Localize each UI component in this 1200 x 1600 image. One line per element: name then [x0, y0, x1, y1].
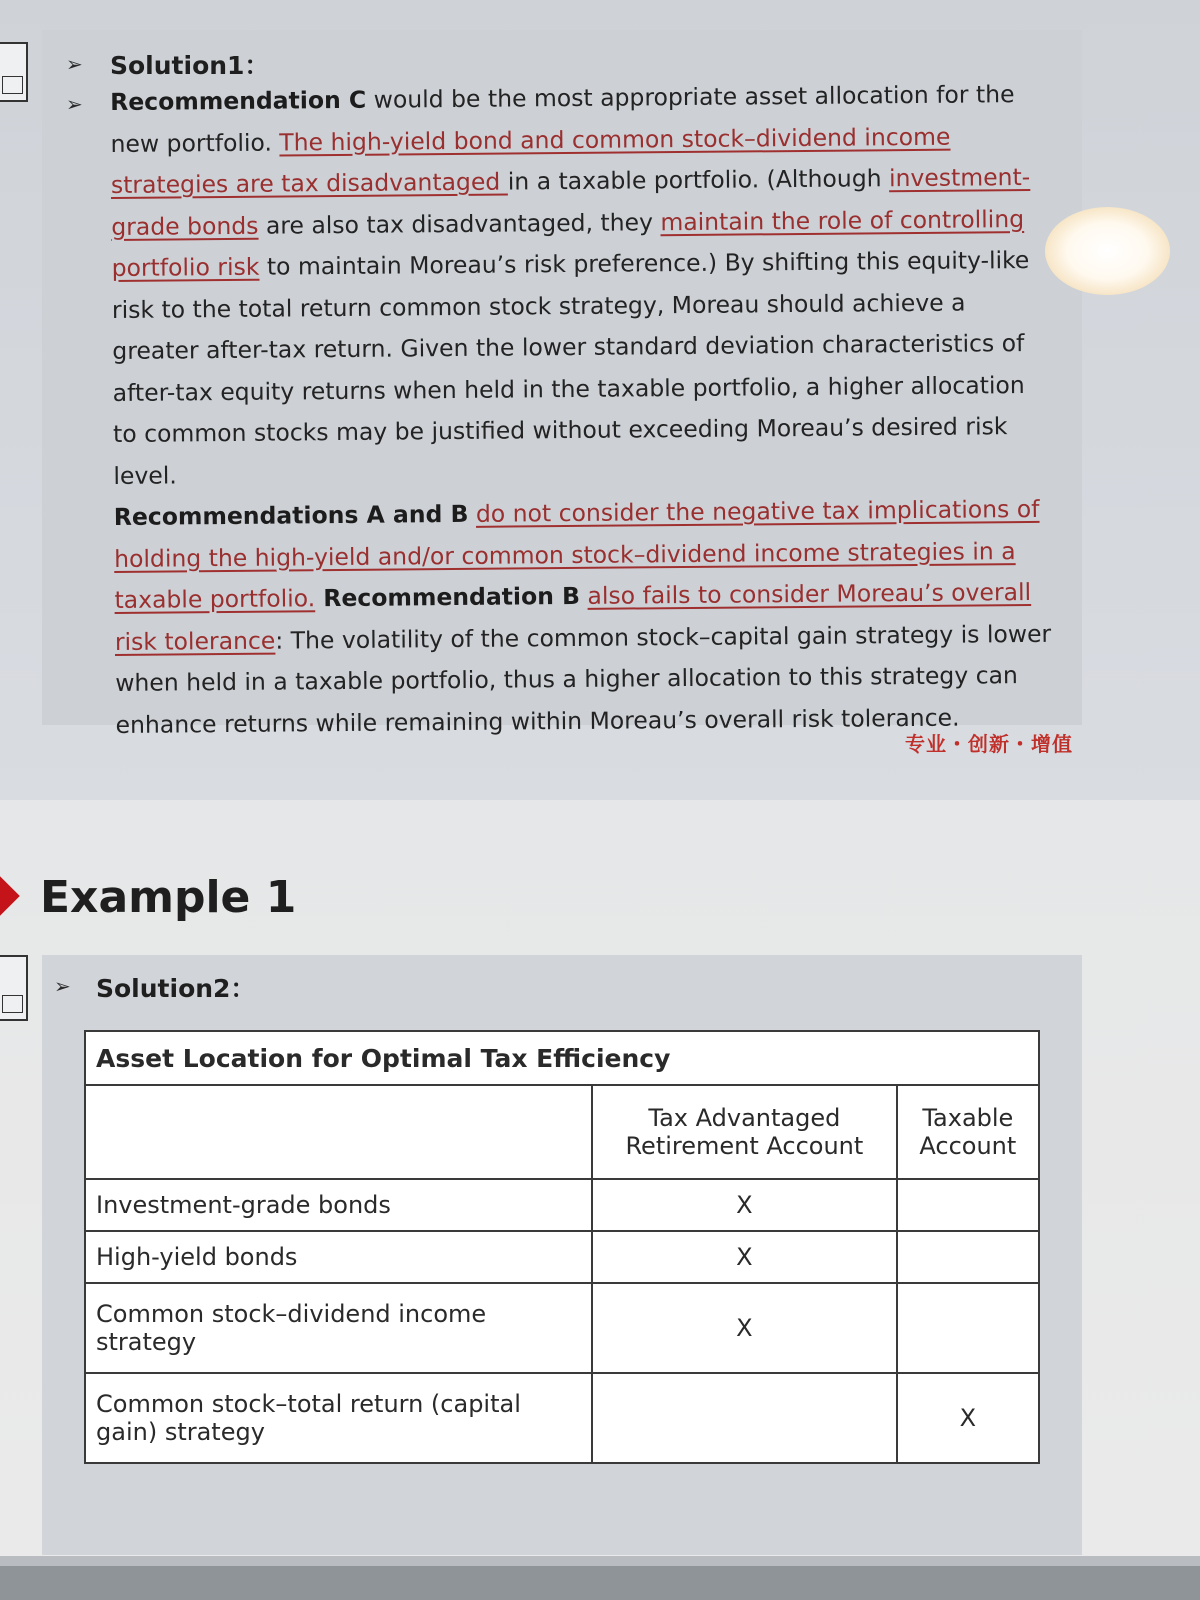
underlined-phrase: The high-yield bond and common stock–dividend income strategies are tax disadvantaged: [110, 122, 951, 199]
table-cell: [897, 1179, 1039, 1231]
table-cell: X: [592, 1283, 897, 1373]
table-cell: Common stock–total return (capital gain) strategy: [85, 1373, 592, 1463]
table-cell: [592, 1373, 897, 1463]
table-header-cell: [85, 1085, 592, 1179]
table-header-row: [85, 1085, 1039, 1179]
table-caption-row: [85, 1031, 1039, 1085]
table-row: [85, 1373, 1039, 1463]
underlined-phrase: investment-grade bonds: [111, 162, 1031, 241]
arrowhead-bullet-icon: ➢: [54, 974, 71, 998]
text-run: would be the most appropriate asset allocation for the new portfolio.: [110, 80, 1015, 158]
recommendation-b-label: Recommendation B: [315, 581, 581, 613]
table-row: [85, 1283, 1039, 1373]
table-cell: Common stock–dividend income strategy: [85, 1283, 592, 1373]
table-header-cell: Tax Advantaged Retirement Account: [592, 1085, 897, 1179]
asset-location-table: [84, 1030, 1040, 1464]
table-cell: [897, 1283, 1039, 1373]
solution1-text: [110, 74, 1056, 746]
underlined-phrase: do not consider the negative tax implications of holding the high-yield and/or common stock–dividend income strategies in a taxable portfolio.: [114, 494, 1040, 614]
table-cell: Investment-grade bonds: [85, 1179, 592, 1231]
table-caption: Asset Location for Optimal Tax Efficiency: [85, 1031, 1039, 1085]
slide-thumbnail-icon[interactable]: [0, 955, 28, 1021]
text-run: to maintain Moreau’s risk preference.) By shifting this equity-like risk to the total return common stock strategy, Moreau should achieve a greater after-tax return. Given the lower standard deviation characteristics of after-tax equity returns when held in the taxable portfolio, a higher allocation to common stocks may be justified without exceeding Moreau’s desired risk level.: [111, 245, 1030, 490]
bottom-toolbar: [0, 1556, 1200, 1600]
slide-tagline: 专业・创新・增值: [905, 732, 1073, 756]
arrowhead-bullet-icon: ➢: [66, 52, 83, 76]
text-run: are also tax disadvantaged, they: [258, 207, 661, 240]
slide-thumbnail-icon[interactable]: [0, 42, 28, 102]
solution1-panel: [42, 30, 1082, 739]
table-cell: X: [592, 1179, 897, 1231]
underlined-phrase: maintain the role of controlling portfolio risk: [111, 204, 1025, 282]
example-title: Example 1: [40, 872, 297, 923]
table-row: [85, 1179, 1039, 1231]
solution1-title: Solution1：: [110, 51, 270, 80]
arrowhead-bullet-icon: ➢: [66, 92, 83, 116]
text-run: : The volatility of the common stock–capital gain strategy is lower when held in a taxable portfolio, thus a higher allocation to this strategy can enhance returns while remaining within Moreau’s overall risk tolerance.: [115, 619, 1052, 739]
recommendations-ab-label: Recommendations A and B: [113, 499, 469, 531]
underlined-phrase: also fails to consider Moreau’s overall risk tolerance: [114, 577, 1032, 656]
text-run: in a taxable portfolio. (Although: [507, 164, 890, 196]
table-header-cell: Taxable Account: [897, 1085, 1039, 1179]
recommendation-c-label: Recommendation C: [110, 85, 367, 116]
table-cell: [897, 1231, 1039, 1283]
solution2-title: Solution2：: [96, 974, 256, 1003]
table-cell: High-yield bonds: [85, 1231, 592, 1283]
table-row: [85, 1231, 1039, 1283]
table-cell: X: [592, 1231, 897, 1283]
table-cell: X: [897, 1373, 1039, 1463]
screen-glare: [1045, 207, 1170, 295]
